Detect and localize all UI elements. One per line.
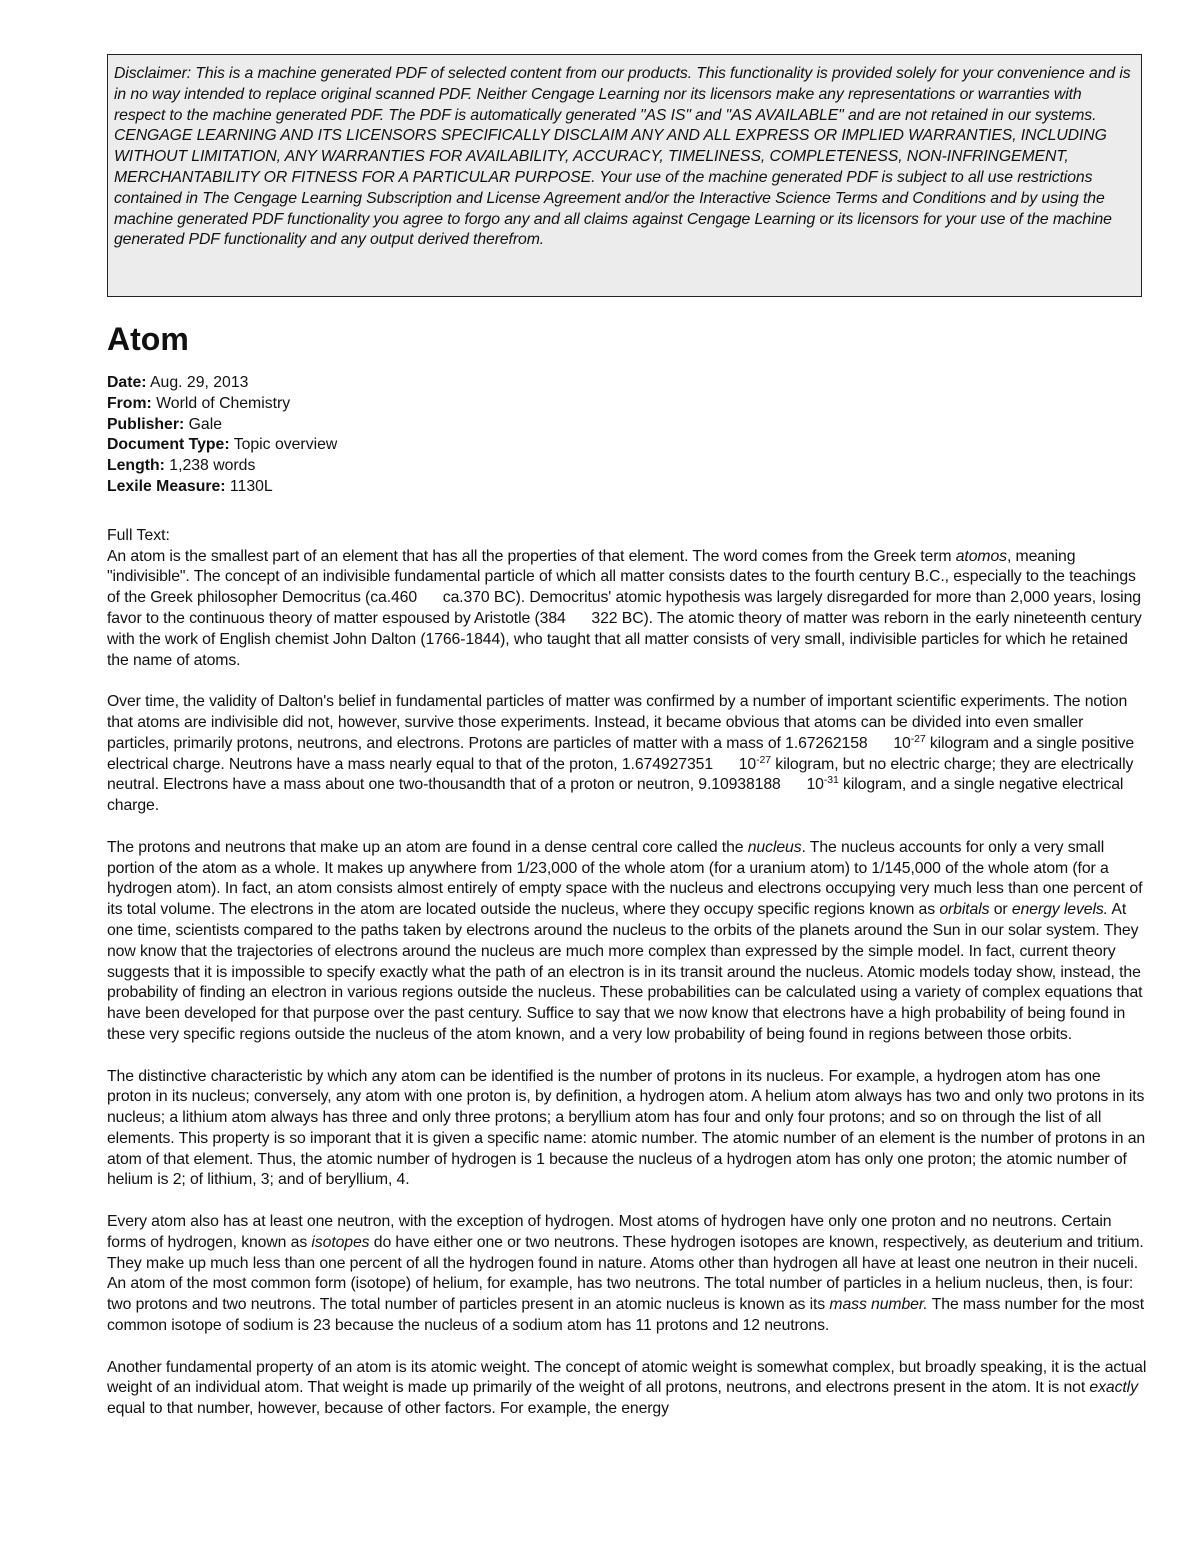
article-metadata	[107, 373, 1147, 498]
text-run: Another fundamental property of an atom is its atomic weight. The concept of atomic weight is somewhat complex, but broadly speaking, it is the actual weight of an individual atom. That weight is made up primarily of the weight of all protons, neutrons, and electrons present in the atom. It is not	[107, 1358, 1147, 1397]
meta-value: Topic overview	[229, 436, 338, 454]
text-run: An atom is the smallest part of an element that has all the properties of that element. The word comes from the Greek term	[107, 547, 956, 565]
meta-publisher	[107, 415, 1147, 436]
text-run: kilogram, but no electric charge; they are electrically neutral. Electrons have a mass about one two-thousandth that of a proton or neutron, 9.10938188 10	[107, 755, 1134, 794]
meta-value: 1,238 words	[164, 457, 256, 475]
article-body	[107, 547, 1147, 1420]
text-run: , meaning "indivisible". The concept of an indivisible fundamental particle of which all matter consists dates to the fourth century B.C., especially to the teachings of the Greek philosopher Democritus (ca.460 ca.370 BC). Democritus' atomic hypothesis was largely disregarded for more than 2,000 years, losing favor to the continuous theory of matter espoused by Aristotle (384 322 BC). The atomic theory of matter was reborn in the early nineteenth century with the work of English chemist John Dalton (1766-1844), who taught that all matter consists of very small, indivisible particles for which he retained the name of atoms.	[107, 547, 1142, 669]
meta-label: Date:	[107, 374, 147, 391]
body-paragraph-3	[107, 838, 1147, 1046]
italic-term: nucleus	[747, 838, 802, 856]
text-run: Over time, the validity of Dalton's belief in fundamental particles of matter was confirmed by a number of important scientific experiments. The notion that atoms are indivisible did not, however, survive those experiments. Instead, it became obvious that atoms can be divided into even smaller particles, primarily protons, neutrons, and electrons. Protons are particles of matter with a mass of 1.67262158 10	[107, 693, 1128, 752]
meta-date	[107, 373, 1147, 394]
meta-document-type	[107, 435, 1147, 456]
italic-term: atomos	[955, 547, 1007, 565]
meta-lexile	[107, 477, 1147, 498]
full-text-label: Full Text:	[107, 526, 170, 544]
body-paragraph-4: The distinctive characteristic by which any atom can be identified is the number of protons in its nucleus. For example, a hydrogen atom has one proton in its nucleus; conversely, any atom with one proton is, by definition, a hydrogen atom. A helium atom always has two and only two protons in its nucleus; a lithium atom always has three and only three protons; a beryllium atom has four and only four protons; and so on through the list of all elements. This property is so imporant that it is given a specific name: atomic number. The atomic number of an element is the number of protons in an atom of that element. Thus, the atomic number of hydrogen is 1 because the nucleus of a hydrogen atom has only one proton; the atomic number of helium is 2; of lithium, 3; and of beryllium, 4.	[107, 1067, 1146, 1189]
meta-value: 1130L	[225, 477, 273, 495]
meta-value: Gale	[184, 415, 223, 433]
meta-length	[107, 456, 1147, 477]
meta-value: World of Chemistry	[151, 394, 291, 412]
document-page	[107, 54, 1147, 1441]
exponent: -27	[910, 732, 926, 745]
text-run: equal to that number, however, because of other factors. For example, the energy	[107, 1400, 669, 1418]
text-run: kilogram, and a single negative electrical charge.	[107, 776, 1124, 815]
text-run: . The nucleus accounts for only a very small portion of the atom as a whole. It makes up anywhere from 1/23,000 of the whole atom (for a uranium atom) to 1/145,000 of the whole atom (for a hydrogen atom). In fact, an atom consists almost entirely of empty space with the nucleus and electrons occupying very much less than one percent of its total volume. The electrons in the atom are located outside the nucleus, where they occupy specific regions known as	[107, 838, 1143, 919]
meta-label: Length:	[107, 457, 165, 475]
exponent: -31	[823, 774, 839, 787]
meta-label: From:	[107, 394, 152, 412]
body-paragraph-1	[107, 547, 1147, 672]
meta-label: Publisher:	[107, 415, 185, 433]
text-run: kilogram and a single positive electrical charge. Neutrons have a mass nearly equal to that of the proton, 1.674927351 10	[107, 734, 1135, 773]
body-paragraph-5	[107, 1212, 1147, 1337]
text-run: Every atom also has at least one neutron, with the exception of hydrogen. Most atoms of hydrogen have only one proton and no neutrons. Certain forms of hydrogen, known as	[107, 1213, 1112, 1251]
meta-label: Document Type:	[107, 436, 230, 454]
italic-term: mass number.	[829, 1296, 928, 1314]
body-paragraph-2	[107, 692, 1147, 817]
text-run: do have either one or two neutrons. These hydrogen isotopes are known, respectively, as deuterium and tritium. They make up much less than one percent of all the hydrogen found in nature. Atoms other than hydrogen all have at least one neutron in their nuceli. An atom of the most common form (isotope) of helium, for example, has two neutrons. The total number of particles in a helium nucleus, then, is four: two protons and two neutrons. The total number of particles present in an atomic nucleus is known as its	[107, 1233, 1144, 1314]
body-paragraph-6	[107, 1358, 1147, 1420]
exponent: -27	[756, 753, 772, 766]
italic-term: isotopes	[311, 1233, 370, 1251]
text-run: At one time, scientists compared to the paths taken by electrons around the nucleus to the orbits of the planets around the Sun in our solar system. They now know that the trajectories of electrons around the nucleus are much more complex than expressed by the simple model. In fact, current theory suggests that it is impossible to specify exactly what the path of an electron is in its transit around the nucleus. Atomic models today show, instead, the probability of finding an electron in various regions outside the nucleus. These probabilities can be calculated using a variety of complex equations that have been developed for that purpose over the past century. Suffice to say that we now know that electrons have a high probability of being found in these very specific regions outside the nucleus of the atom known, and a very low probability of being found in regions between those orbits.	[107, 901, 1143, 1043]
italic-term: orbitals	[939, 901, 990, 919]
disclaimer-box: Disclaimer: This is a machine generated PDF of selected content from our products. This functionality is provided solely for your convenience and is in no way intended to replace original scanned PDF. Neither Cengage Learning nor its licensors make any representations or warranties with respect to the machine generated PDF. The PDF is automatically generated "AS IS" and "AS AVAILABLE" and are not retained in our systems. CENGAGE LEARNING AND ITS LICENSORS SPECIFICALLY DISCLAIM ANY AND ALL EXPRESS OR IMPLIED WARRANTIES, INCLUDING WITHOUT LIMITATION, ANY WARRANTIES FOR AVAILABILITY, ACCURACY, TIMELINESS, COMPLETENESS, NON-INFRINGEMENT, MERCHANTABILITY OR FITNESS FOR A PARTICULAR PURPOSE. Your use of the machine generated PDF is subject to all use restrictions contained in The Cengage Learning Subscription and License Agreement and/or the Interactive Science Terms and Conditions and by using the machine generated PDF functionality you agree to forgo any and all claims against Cengage Learning or its licensors for your use of the machine generated PDF functionality and any output derived therefrom.	[107, 54, 1142, 297]
italic-term: energy levels.	[1011, 901, 1108, 919]
meta-label: Lexile Measure:	[107, 477, 226, 495]
italic-term: exactly	[1089, 1379, 1138, 1397]
text-run: The mass number for the most common isotope of sodium is 23 because the nucleus of a sodium atom has 11 protons and 12 neutrons.	[107, 1296, 1145, 1335]
meta-source	[107, 394, 1147, 415]
meta-value: Aug. 29, 2013	[146, 374, 249, 391]
article-title: Atom	[107, 321, 189, 357]
text-run: The protons and neutrons that make up an atom are found in a dense central core called the	[107, 838, 748, 856]
text-run: or	[989, 901, 1012, 919]
